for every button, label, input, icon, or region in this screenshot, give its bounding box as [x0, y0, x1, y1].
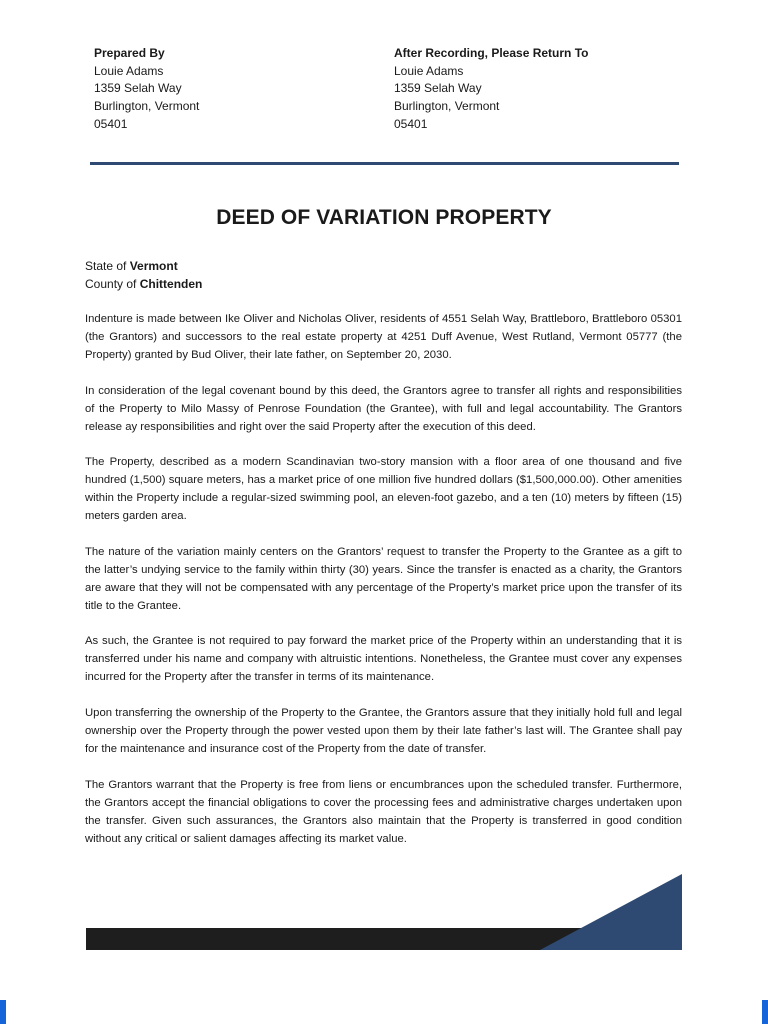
state-label: State of: [85, 259, 130, 273]
prepared-by-name: Louie Adams: [94, 63, 164, 78]
return-to-city-state: Burlington, Vermont: [394, 99, 500, 114]
prepared-by-street: 1359 Selah Way: [94, 81, 182, 96]
prepared-by-city-state: Burlington, Vermont: [94, 99, 200, 114]
deed-body: [85, 310, 682, 865]
right-edge-marker: [762, 1000, 768, 1024]
paragraph-grantee-obligations: As such, the Grantee is not required to pay forward the market price of the Property within an understanding that it is transferred under his name and company with altruistic intentions. Nonetheless, the Grantee must cover any expenses incurred for the Property after the transfer in terms of its maintenance.: [85, 635, 682, 684]
prepared-by-zip: 05401: [94, 116, 128, 131]
return-to-name: Louie Adams: [394, 63, 464, 78]
paragraph-warranty: The Grantors warrant that the Property is free from liens or encumbrances upon the scheduled transfer. Furthermore, the Grantors accept the financial obligations to cover the processing fees and administrative charges undertaken upon the transfer. Given such assurances, the Grantors also maintain that the Property is transferred in good condition without any critical or salient damages affecting its market value.: [85, 778, 682, 845]
paragraph-indenture: Indenture is made between Ike Oliver and Nicholas Oliver, residents of 4551 Selah Way, Brattleboro, Brattleboro 05301 (the Grantors) and successors to the real estate property at 4251 Duff Avenue, West Rutland, Vermont 05777 (the Property) granted by Bud Oliver, their late father, on September 20, 2030.: [85, 313, 682, 361]
county-line: [85, 275, 202, 293]
paragraph-ownership-transfer: Upon transferring the ownership of the Property to the Grantee, the Grantors assure that they initially hold full and legal ownership over the Property through the power vested upon them by their late father’s last will. The Grantee shall pay for the maintenance and insurance cost of the Property from the date of transfer.: [85, 706, 682, 755]
state-line: [85, 257, 202, 275]
paragraph-consideration: In consideration of the legal covenant bound by this deed, the Grantors agree to transfer all rights and responsibilities of the Property to Milo Massy of Penrose Foundation (the Grantee), with full and legal accountability. The Grantors release ay responsibilities and right over the said Property after the execution of this deed.: [85, 384, 682, 433]
county-value: Chittenden: [139, 277, 203, 291]
prepared-by-label: Prepared By: [94, 46, 165, 60]
header-divider: [90, 162, 679, 165]
jurisdiction-block: [85, 257, 202, 293]
left-edge-marker: [0, 1000, 6, 1024]
county-label: County of: [85, 277, 140, 291]
return-to-zip: 05401: [394, 116, 428, 131]
paragraph-property-description: The Property, described as a modern Scandinavian two-story mansion with a floor area of one thousand and five hundred (1,500) square meters, has a market price of one million five hundred dollars ($1,500,000.00). Other amenities within the Property include a regular-sized swimming pool, an eleven-foot gazebo, and a ten (10) meters by fifteen (15) meters garden area.: [85, 456, 682, 523]
return-to-block: [394, 45, 588, 134]
state-value: Vermont: [129, 259, 178, 273]
return-to-label: After Recording, Please Return To: [394, 46, 589, 60]
paragraph-variation-nature: The nature of the variation mainly centers on the Grantors’ request to transfer the Property to the Grantee as a gift to the latter’s undying service to the family within thirty (30) years. Since the transfer is enacted as a charity, the Grantors are aware that they will not be compensated with any percentage of the Property’s market price upon the transfer of its title to the Grantee.: [85, 545, 682, 612]
return-to-street: 1359 Selah Way: [394, 81, 482, 96]
footer-navy-triangle: [540, 874, 682, 950]
document-title: DEED OF VARIATION PROPERTY: [216, 206, 552, 229]
prepared-by-block: [94, 45, 199, 134]
